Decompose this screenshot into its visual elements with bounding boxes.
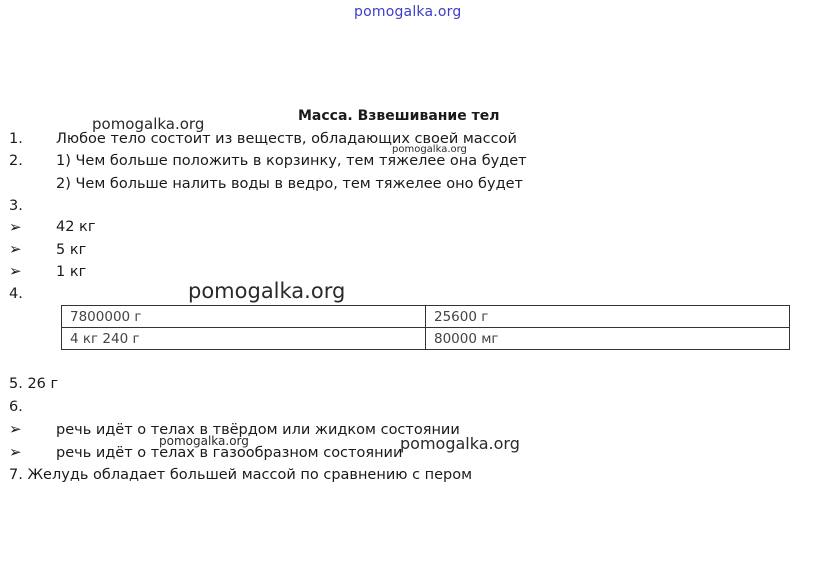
table-cell: 7800000 г [70,309,142,325]
arrow-bullet-icon: ➢ [9,443,22,461]
item-6-value-2: речь идёт о телах в газообразном состоянии [56,445,403,461]
watermark: pomogalka.org [400,434,520,453]
item-5: 5. 26 г [9,376,59,392]
watermark: pomogalka.org [188,279,346,303]
item-6-number: 6. [9,399,23,415]
table-divider [62,327,789,328]
item-3-value-2: 5 кг [56,242,87,258]
item-4-number: 4. [9,286,23,302]
table-cell: 25600 г [434,309,489,325]
arrow-bullet-icon: ➢ [9,240,22,258]
table-cell: 4 кг 240 г [70,331,140,347]
watermark: pomogalka.org [159,434,249,448]
item-1-number: 1. [9,131,23,147]
item-2-text-a: 1) Чем больше положить в корзинку, тем тяжелее она будет [56,153,527,169]
item-3-value-1: 42 кг [56,219,96,235]
item-7: 7. Желудь обладает большей массой по сравнению с пером [9,467,473,483]
item-3-number: 3. [9,198,23,214]
item-2-text-b: 2) Чем больше налить воды в ведро, тем тяжелее оно будет [56,176,523,192]
top-watermark: pomogalka.org [354,4,462,20]
arrow-bullet-icon: ➢ [9,218,22,236]
item-6-value-1: речь идёт о телах в твёрдом или жидком состоянии [56,422,460,438]
item-3-value-3: 1 кг [56,264,87,280]
answer-table [61,305,790,350]
arrow-bullet-icon: ➢ [9,420,22,438]
watermark: pomogalka.org [392,144,467,155]
item-2-number: 2. [9,153,23,169]
table-cell: 80000 мг [434,331,499,347]
item-1-text: Любое тело состоит из веществ, обладающих своей массой [56,131,517,147]
arrow-bullet-icon: ➢ [9,262,22,280]
watermark: pomogalka.org [92,115,205,133]
page-title: Масса. Взвешивание тел [298,108,500,124]
